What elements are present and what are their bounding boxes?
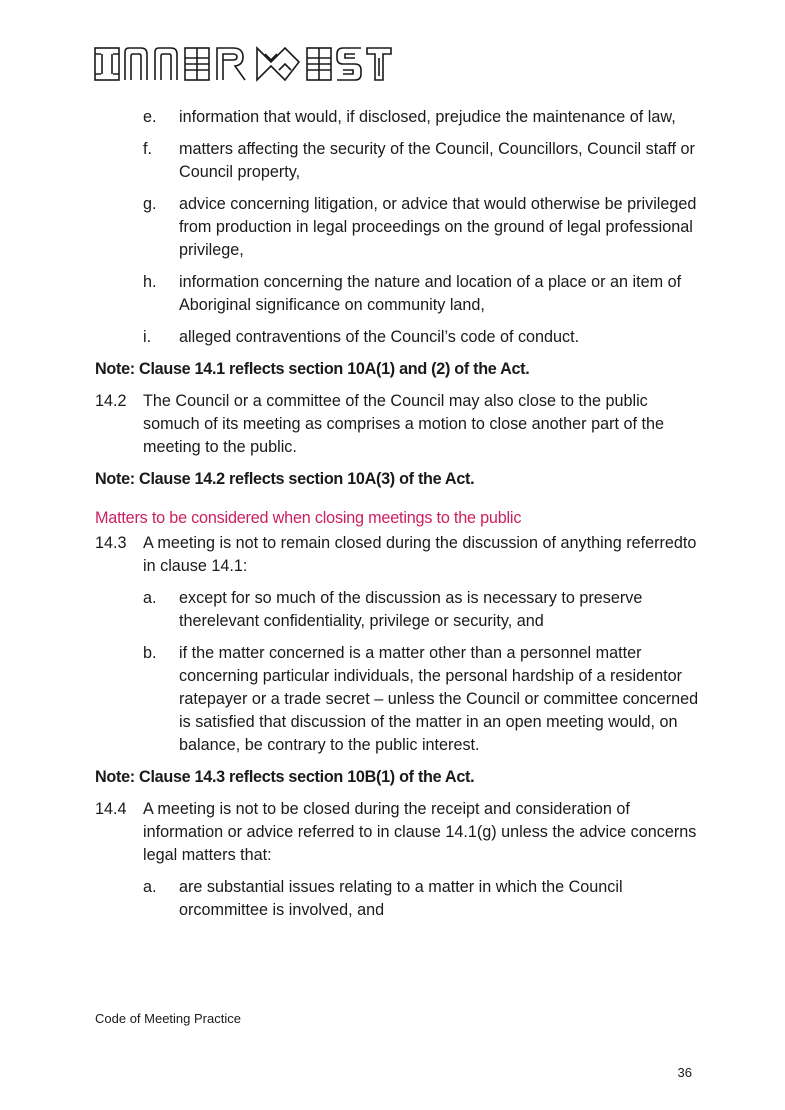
page-number: 36 — [677, 1065, 692, 1080]
clause-14-3 — [95, 532, 705, 578]
document-body — [95, 106, 705, 931]
clause-number: 14.3 — [95, 534, 127, 552]
clause-text: A meeting is not to be closed during the receipt and consideration of information or advice referred to in clause 14.1(g) unless the advice concerns legal matters that: — [143, 800, 697, 864]
list-label: a. — [143, 589, 157, 607]
list-item — [95, 271, 705, 317]
list-item — [95, 876, 705, 922]
list-label: e. — [143, 108, 157, 126]
clause-text: The Council or a committee of the Council may also close to the public somuch of its meeting as comprises a motion to close another part of the meeting to the public. — [143, 392, 664, 456]
list-item — [95, 193, 705, 262]
list-item — [95, 642, 705, 757]
inner-west-logo — [93, 44, 393, 84]
note-clause-14-3: Note: Clause 14.3 reflects section 10B(1) of the Act. — [95, 768, 475, 786]
list-text: information that would, if disclosed, prejudice the maintenance of law, — [179, 108, 676, 126]
list-label: a. — [143, 878, 157, 896]
list-label: i. — [143, 328, 152, 346]
list-text: except for so much of the discussion as is necessary to preserve therelevant confidentiality, privilege or security, and — [179, 589, 643, 630]
note-clause-14-1: Note: Clause 14.1 reflects section 10A(1) and (2) of the Act. — [95, 360, 530, 378]
list-text: information concerning the nature and location of a place or an item of Aboriginal significance on community land, — [179, 273, 682, 314]
list-item — [95, 326, 705, 349]
list-item — [95, 138, 705, 184]
clause-number: 14.4 — [95, 800, 127, 818]
list-item — [95, 587, 705, 633]
list-text: are substantial issues relating to a matter in which the Council orcommittee is involved, and — [179, 878, 623, 919]
list-text: matters affecting the security of the Council, Councillors, Council staff or Council property, — [179, 140, 695, 181]
clause-14-4 — [95, 798, 705, 867]
footer-title: Code of Meeting Practice — [95, 1011, 241, 1026]
list-label: b. — [143, 644, 157, 662]
inner-west-logo-icon — [93, 44, 393, 84]
note-clause-14-2: Note: Clause 14.2 reflects section 10A(3) of the Act. — [95, 470, 475, 488]
list-text: if the matter concerned is a matter other than a personnel matter concerning particular individuals, the personal hardship of a residentor ratepayer or a trade secret – unless the Council or committee concerned is satisfied that discussion of the matter in an open meeting would, on balance, be contrary to the public interest. — [179, 644, 699, 754]
list-text: advice concerning litigation, or advice that would otherwise be privileged from production in legal proceedings on the ground of legal professional privilege, — [179, 195, 697, 259]
list-item — [95, 106, 705, 129]
list-label: g. — [143, 195, 157, 213]
list-label: f. — [143, 140, 152, 158]
clause-number: 14.2 — [95, 392, 127, 410]
clause-14-2 — [95, 390, 705, 459]
clause-text: A meeting is not to remain closed during the discussion of anything referredto in clause 14.1: — [143, 534, 697, 575]
list-text: alleged contraventions of the Council’s code of conduct. — [179, 328, 580, 346]
list-label: h. — [143, 273, 157, 291]
section-heading: Matters to be considered when closing meetings to the public — [95, 509, 522, 527]
